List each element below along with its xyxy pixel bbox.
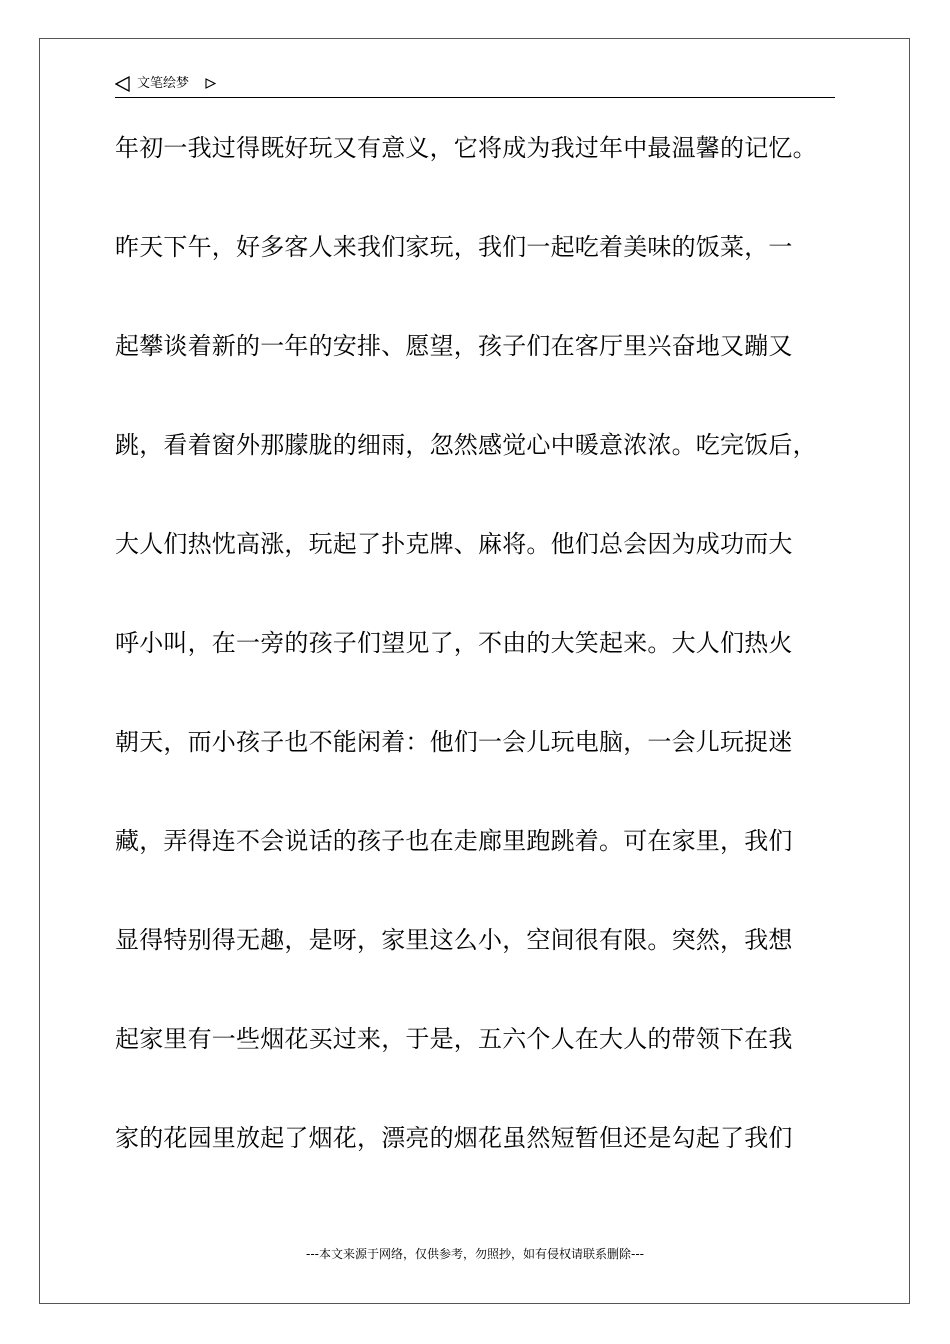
text-line: 年初一我过得既好玩又有意义，它将成为我过年中最温馨的记忆。 bbox=[115, 134, 817, 162]
text-line: 呼小叫，在一旁的孩子们望见了，不由的大笑起来。大人们热火 bbox=[115, 629, 793, 657]
text-line: 跳，看着窗外那朦胧的细雨，忽然感觉心中暖意浓浓。吃完饭后， bbox=[115, 431, 817, 459]
page-header bbox=[115, 72, 835, 98]
text-line: 大人们热忱高涨，玩起了扑克牌、麻将。他们总会因为成功而大 bbox=[115, 530, 793, 558]
triangle-right-outline-icon bbox=[205, 78, 216, 89]
text-line: 朝天，而小孩子也不能闲着：他们一会儿玩电脑，一会儿玩捉迷 bbox=[115, 728, 793, 756]
text-line: 起家里有一些烟花买过来，于是，五六个人在大人的带领下在我 bbox=[115, 1025, 793, 1053]
text-line: 起攀谈着新的一年的安排、愿望，孩子们在客厅里兴奋地又蹦又 bbox=[115, 332, 793, 360]
header-title: 文笔绘梦 bbox=[137, 76, 190, 91]
text-line: 显得特别得无趣，是呀，家里这么小，空间很有限。突然，我想 bbox=[115, 926, 793, 954]
triangle-left-outline-icon bbox=[115, 76, 131, 92]
document-body bbox=[115, 131, 845, 1220]
text-line: 家的花园里放起了烟花，漂亮的烟花虽然短暂但还是勾起了我们 bbox=[115, 1124, 793, 1152]
text-line: 昨天下午，好多客人来我们家玩，我们一起吃着美味的饭菜，一 bbox=[115, 233, 793, 261]
text-line: 藏，弄得连不会说话的孩子也在走廊里跑跳着。可在家里，我们 bbox=[115, 827, 793, 855]
page-footer: ---本文来源于网络，仅供参考，勿照抄，如有侵权请联系删除--- bbox=[306, 1247, 644, 1261]
